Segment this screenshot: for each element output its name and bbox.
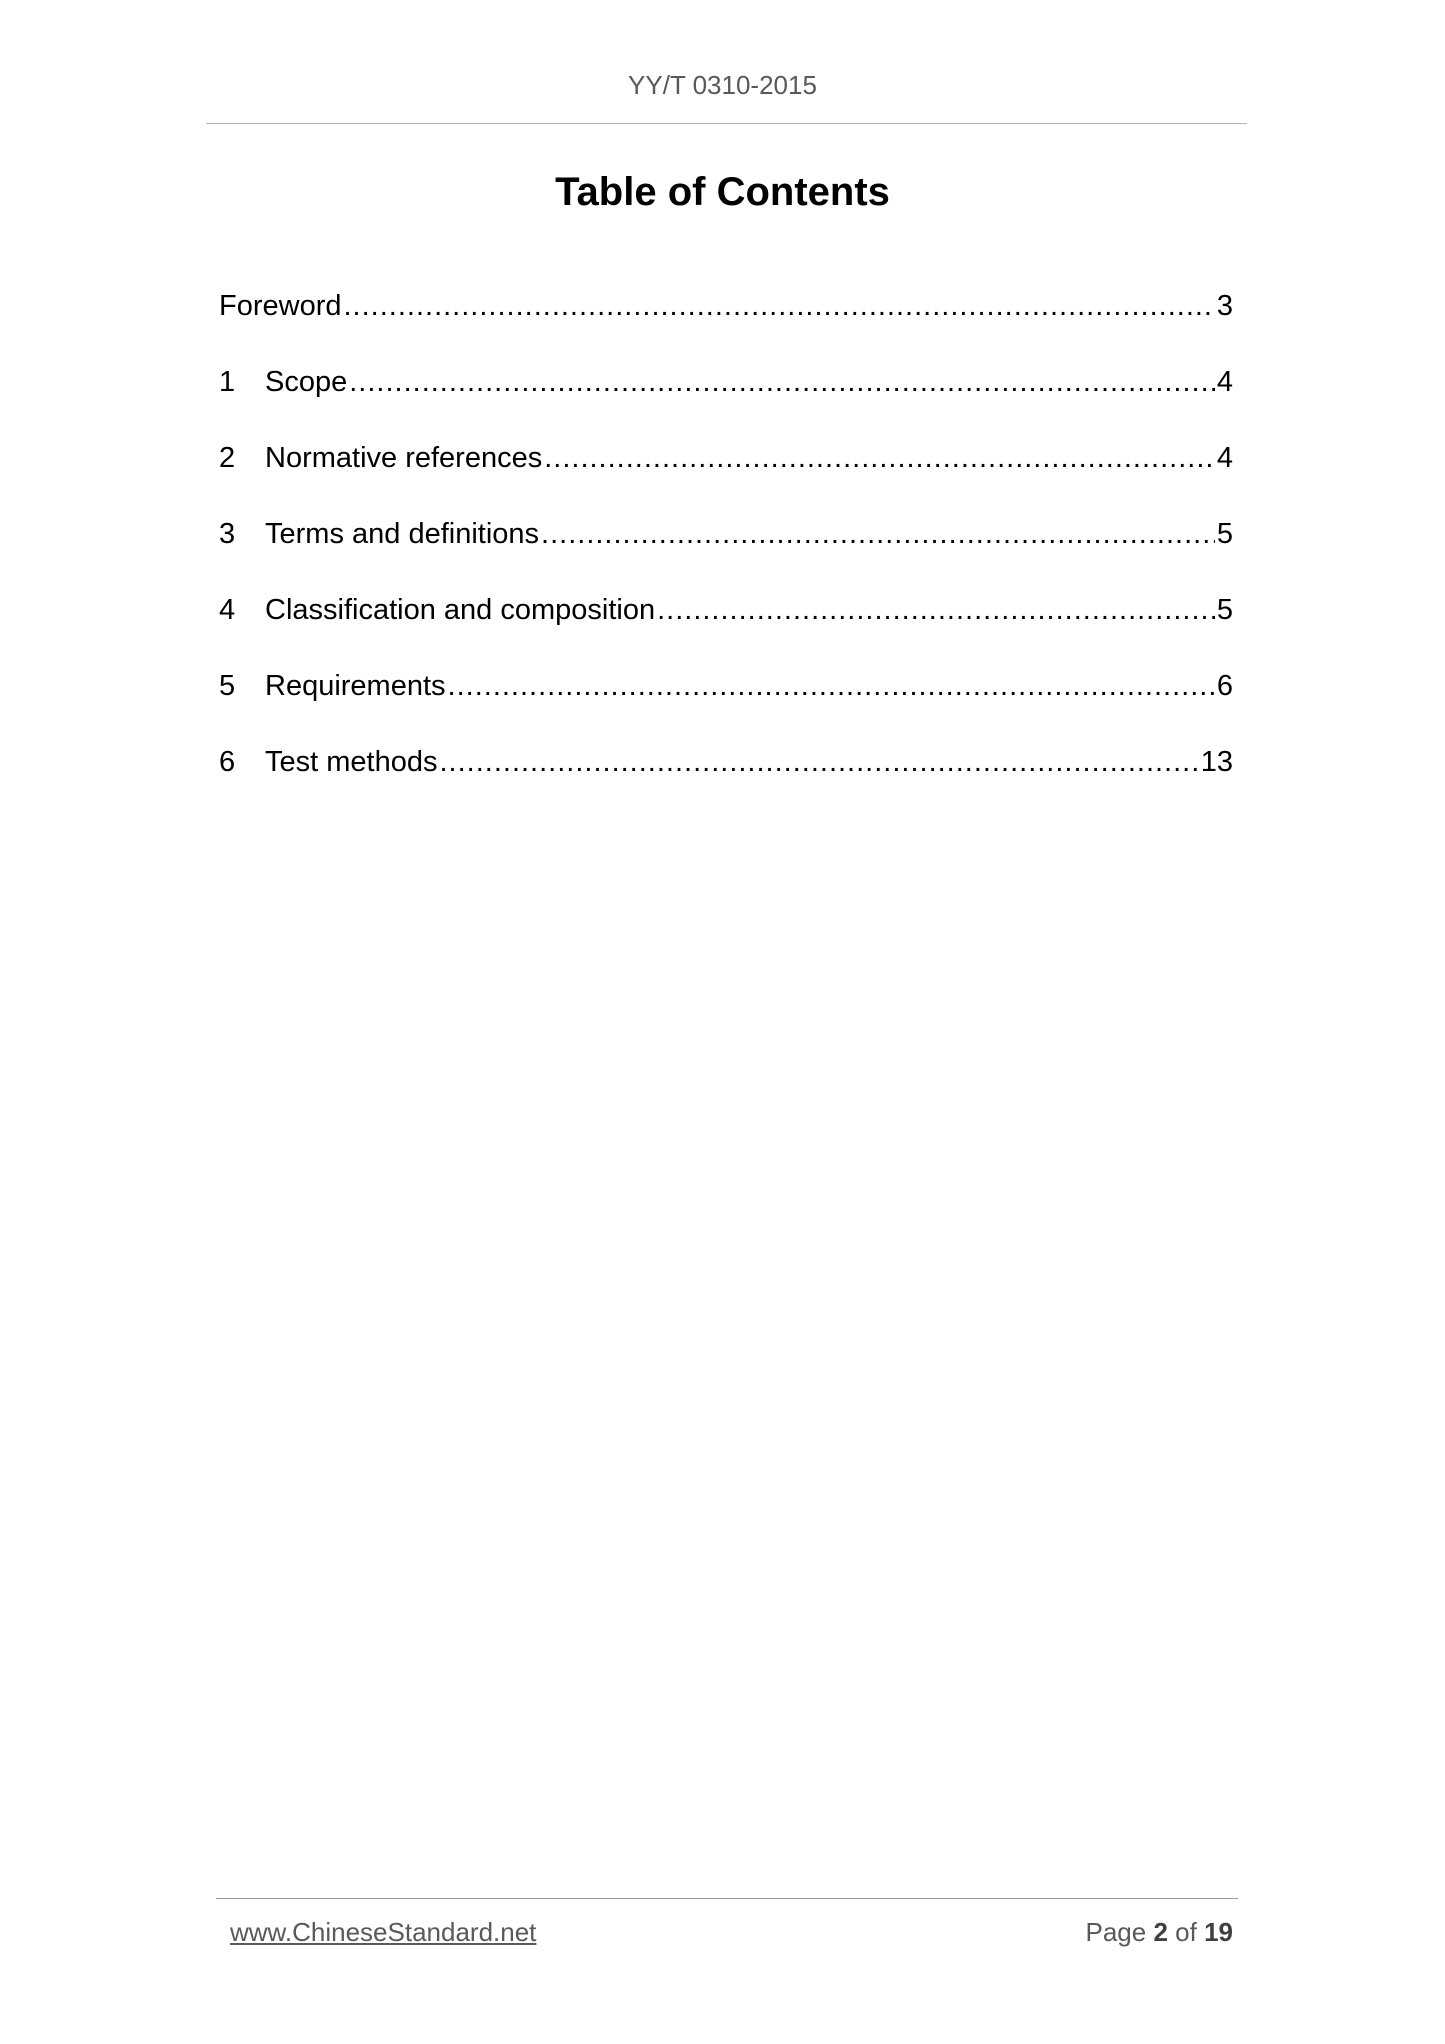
toc-entry-number: 5	[219, 670, 236, 702]
page-prefix: Page	[1085, 1917, 1147, 1947]
page-of-label: of	[1175, 1917, 1197, 1947]
toc-leader-dots	[344, 290, 1215, 323]
toc-leader-dots	[448, 670, 1215, 703]
toc-entry-number: 6	[219, 746, 236, 778]
toc-entry-title: Scope	[265, 366, 348, 398]
toc-entry-normative-references[interactable]	[219, 442, 1233, 518]
toc-entry-requirements[interactable]	[219, 670, 1233, 746]
toc-entry-title: Requirements	[265, 670, 446, 702]
header-divider	[206, 123, 1247, 124]
toc-list	[219, 290, 1233, 822]
toc-leader-dots	[657, 594, 1215, 627]
toc-entry-test-methods[interactable]	[219, 746, 1233, 822]
toc-entry-title: Classification and composition	[265, 594, 656, 626]
toc-entry-foreword[interactable]	[219, 290, 1233, 366]
toc-entry-scope[interactable]	[219, 366, 1233, 442]
toc-entry-number: 3	[219, 518, 236, 550]
toc-leader-dots	[541, 518, 1215, 551]
website-link[interactable]: www.ChineseStandard.net	[230, 1917, 537, 1947]
toc-leader-dots	[439, 746, 1198, 779]
toc-entry-classification-and-composition[interactable]	[219, 594, 1233, 670]
toc-entry-number: 1	[219, 366, 236, 398]
footer-divider	[216, 1898, 1238, 1899]
toc-entry-page: 3	[1216, 290, 1233, 322]
document-id-header: YY/T 0310-2015	[628, 70, 817, 100]
toc-leader-dots	[544, 442, 1215, 475]
toc-title: Table of Contents	[555, 170, 890, 214]
toc-entry-page: 13	[1200, 746, 1233, 778]
toc-entry-number: 2	[219, 442, 236, 474]
toc-entry-page: 4	[1216, 366, 1233, 398]
page-indicator	[1085, 1917, 1233, 1948]
toc-entry-number: 4	[219, 594, 236, 626]
toc-leader-dots	[349, 366, 1215, 399]
toc-entry-page: 6	[1216, 670, 1233, 702]
toc-entry-page: 5	[1216, 518, 1233, 550]
toc-entry-page: 5	[1216, 594, 1233, 626]
toc-entry-title: Normative references	[265, 442, 543, 474]
toc-entry-terms-and-definitions[interactable]	[219, 518, 1233, 594]
current-page-number: 2	[1153, 1917, 1168, 1947]
total-pages-number: 19	[1204, 1917, 1233, 1947]
toc-entry-title: Terms and definitions	[265, 518, 540, 550]
toc-entry-title: Foreword	[219, 290, 342, 322]
toc-entry-title: Test methods	[265, 746, 438, 778]
toc-entry-page: 4	[1216, 442, 1233, 474]
